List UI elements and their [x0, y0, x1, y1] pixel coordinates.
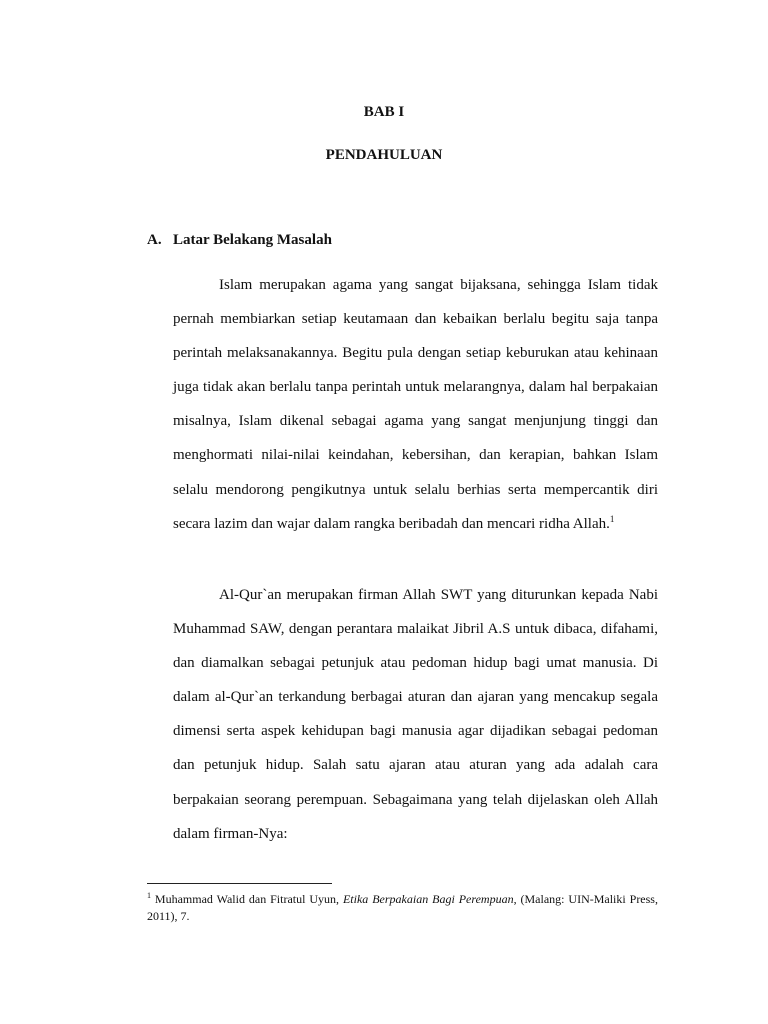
paragraph-1-text: Islam merupakan agama yang sangat bijaksana, sehingga Islam tidak pernah membiarkan setiap keutamaan dan kebaikan berlalu begitu saja tanpa perintah melaksanakannya. Begitu pula dengan setiap keburukan atau kehinaan juga tidak akan berlalu tanpa perintah untuk melarangnya, dalam hal berpakaian misalnya, Islam dikenal sebagai agama yang sangat menjunjung tinggi dan menghormati nilai-nilai keindahan, kebersihan, dan kerapian, bahkan Islam selalu mendorong pengikutnya untuk selalu berhias serta mempercantik diri secara lazim dan wajar dalam rangka beribadah dan mencari ridha Allah. [173, 277, 658, 532]
footnote-divider [147, 883, 332, 884]
footnote [147, 891, 658, 925]
section-heading [147, 232, 332, 249]
paragraph-2-text: Al-Qur`an merupakan firman Allah SWT yang diturunkan kepada Nabi Muhammad SAW, dengan perantara malaikat Jibril A.S untuk dibaca, difahami, dan diamalkan sebagai petunjuk atau pedoman hidup bagi umat manusia. Di dalam al-Qur`an terkandung berbagai aturan dan ajaran yang mencakup segala dimensi serta aspek kehidupan bagi manusia agar dijadikan sebagai pedoman dan petunjuk hidup. Salah satu ajaran atau aturan yang ada adalah cara berpakaian seorang perempuan. Sebagaimana yang telah dijelaskan oleh Allah dalam firman-Nya: [173, 587, 658, 842]
section-title: Latar Belakang Masalah [173, 232, 332, 248]
footnote-reference: 1 [609, 513, 615, 524]
section-number: A. [147, 232, 162, 248]
footnote-number: 1 [147, 891, 151, 900]
chapter-number: BAB I [363, 104, 405, 120]
footnote-text-before: Muhammad Walid dan Fitratul Uyun, [151, 892, 343, 906]
chapter-title: PENDAHULUAN [325, 147, 443, 163]
footnote-book-title: Etika Berpakaian Bagi Perempuan [342, 892, 514, 906]
paragraph-1 [173, 268, 658, 541]
footnote-text-after: , (Malang: UIN-Maliki Press, 2011), 7. [147, 892, 658, 923]
paragraph-2 [173, 578, 658, 851]
